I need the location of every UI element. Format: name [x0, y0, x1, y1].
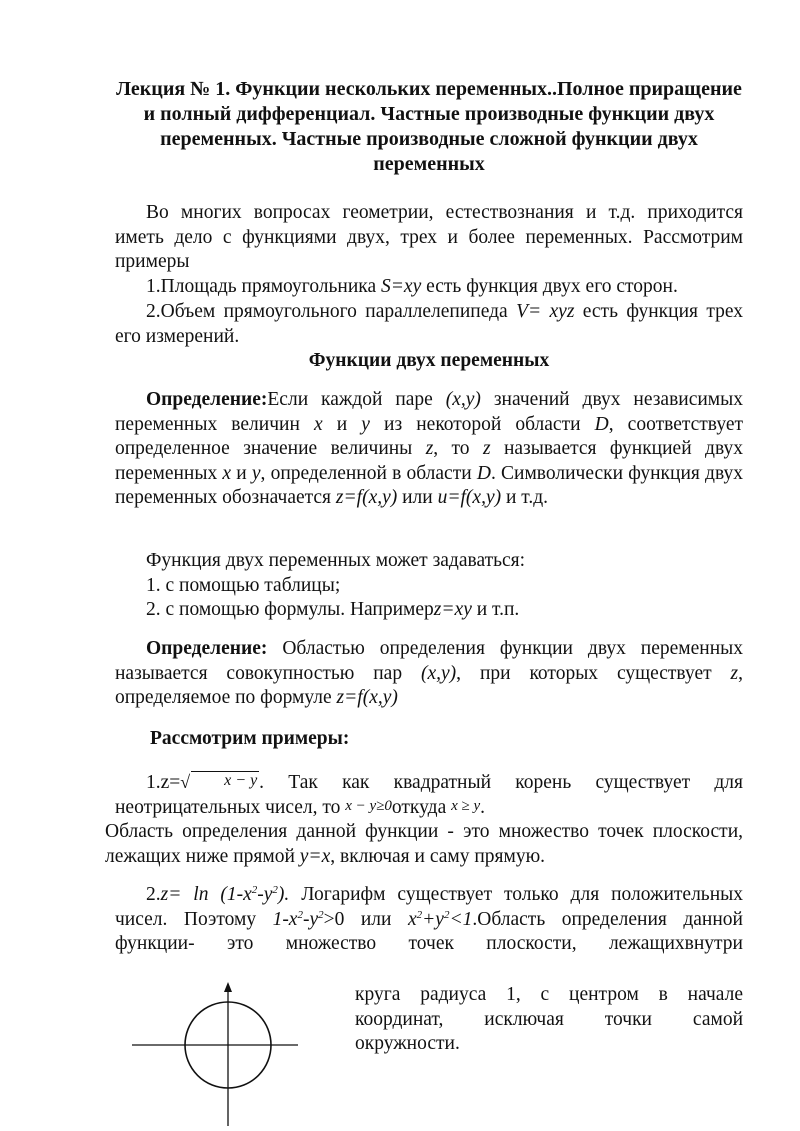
way-table: 1. с помощью таблицы; [146, 575, 341, 596]
example-sqrt-paragraph: 1.z=√ x − y . Так как квадратный корень существует для неотрицательных чисел, то x − y≥0откуда x ≥ y. [115, 772, 743, 818]
y-axis-arrow-icon [224, 982, 232, 992]
ways-intro: Функция двух переменных может задаваться: [146, 550, 526, 571]
example-sqrt-domain: Область определения данной функции - это множество точек плоскости, лежащих ниже прямой y=x, включая и саму прямую. [105, 821, 743, 867]
examples-heading: Рассмотрим примеры: [150, 728, 350, 749]
unit-circle-diagram [130, 982, 300, 1128]
example-area: 1.Площадь прямоугольника S=xy есть функция двух его сторон. [146, 276, 678, 297]
intro-paragraph: Во многих вопросах геометрии, естествознания и т.д. приходится иметь дело с функциями двух, трех и более переменных. Рассмотрим примеры [115, 202, 743, 272]
section-heading-two-variables: Функции двух переменных [308, 350, 550, 371]
circle-description: круга радиуса 1, с центром в начале координат, исключая точки самой окружности. [355, 984, 743, 1054]
lecture-title: Лекция № 1. Функции нескольких переменных..Полное приращение и полный дифференциал. Частные производные функции двух переменных. Частные производные сложной функции двух переменных [116, 78, 742, 175]
definition-function-paragraph: Определение:Если каждой паре (x,y) значений двух независимых переменных величин x и y из некоторой области D, соответствует определенное значение величины z, то z называется функцией двух переменных x и y, определенной в области D. Символически функция двух переменных обозначается z=f(x,y) или u=f(x,y) и т.д. [115, 389, 744, 508]
example-volume: 2.Объем прямоугольного параллелепипеда V= xyz есть функция трех его измерений. [115, 301, 743, 347]
way-formula: 2. с помощью формулы. Напримерz=xy и т.п. [146, 599, 520, 620]
definition-domain-paragraph: Определение: Областью определения функции двух переменных называется совокупностью пар (x,y), при которых существует z, определяемое по формуле z=f(x,y) [115, 638, 743, 708]
example-log-paragraph: $2.z= \ln (1-x^2-y^2)$. Логарифм существует только для положительных чисел. Поэтому $1-x^2-y^2>0$ или $x^2+y^2<1.Область$ определения данной функции- это множество точек плоскости, лежащихвнутри [115, 884, 743, 954]
